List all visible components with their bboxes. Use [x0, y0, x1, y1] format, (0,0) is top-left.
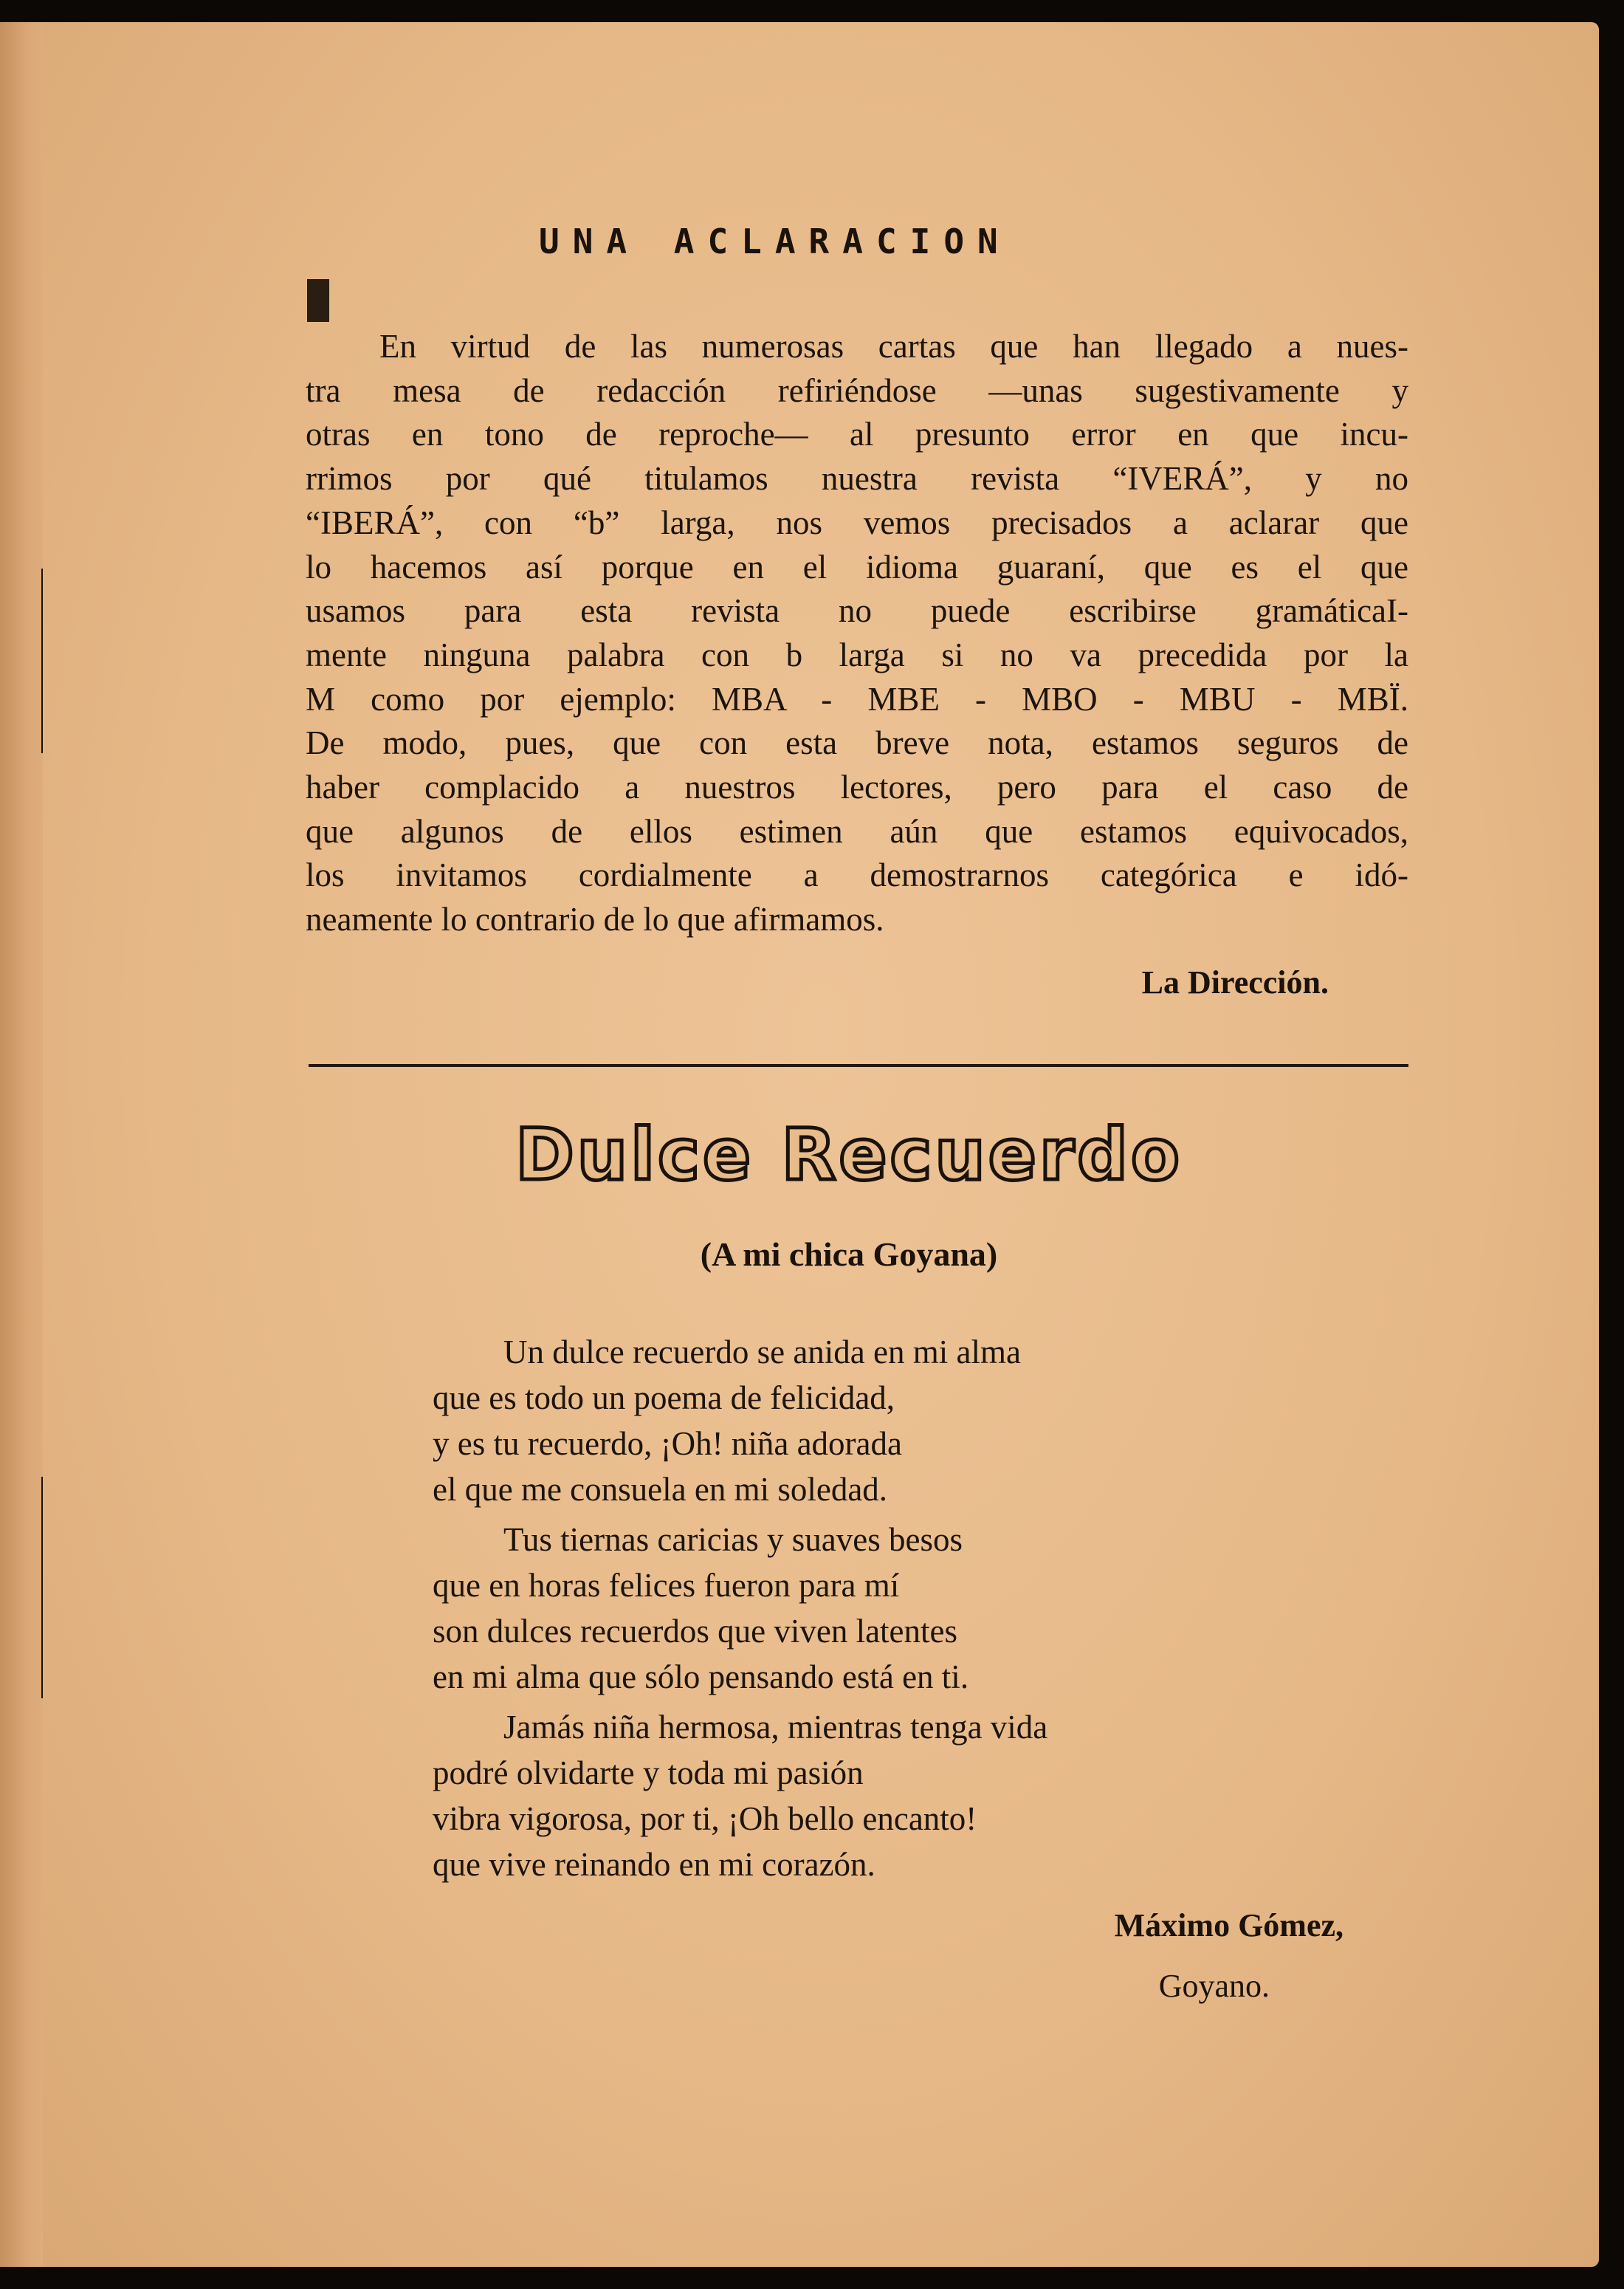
paragraph-line: “IBERÁ”, con “b” larga, nos vemos precisados a aclarar que [306, 504, 1408, 541]
paragraph-line: otras en tono de reproche— al presunto error en que incu- [306, 416, 1408, 453]
poem-line: el que me consuela en mi soledad. [433, 1471, 888, 1508]
paragraph-line: De modo, pues, que con esta breve nota, estamos seguros de [306, 724, 1408, 762]
poem-line: que vive reinando en mi corazón. [433, 1846, 875, 1883]
paragraph-line: los invitamos cordialmente a demostrarnos categórica e idó- [306, 857, 1408, 894]
poem-line: y es tu recuerdo, ¡Oh! niña adorada [433, 1425, 902, 1462]
paragraph-line: que algunos de ellos estimen aún que estamos equivocados, [306, 812, 1408, 850]
aclaracion-heading: UNA ACLARACION [539, 222, 1011, 261]
paragraph-line: M como por ejemplo: MBA - MBE - MBO - MBU - MBÏ. [306, 680, 1408, 718]
ornament-mark [307, 279, 329, 322]
paragraph-line: lo hacemos así porque en el idioma guaraní, que es el que [306, 548, 1408, 586]
poem-line: Un dulce recuerdo se anida en mi alma [503, 1334, 1021, 1370]
aclaracion-signature: La Dirección. [1141, 964, 1329, 1001]
paragraph-line: mente ninguna palabra con b larga si no va precedida por la [306, 636, 1408, 673]
poem-author: Máximo Gómez, [1114, 1907, 1343, 1943]
poem-body [433, 1329, 1318, 1887]
poem-author-origin: Goyano. [1158, 1968, 1270, 2004]
poem-line: Tus tiernas caricias y suaves besos [503, 1521, 963, 1558]
poem-line: que en horas felices fueron para mí [433, 1567, 900, 1604]
poem-line: que es todo un poema de felicidad, [433, 1379, 895, 1416]
aclaracion-paragraph [306, 325, 1408, 942]
paragraph-line: neamente lo contrario de lo que afirmamos. [306, 901, 884, 938]
poem-line: son dulces recuerdos que viven latentes [433, 1613, 958, 1650]
paragraph-line: haber complacido a nuestros lectores, pero para el caso de [306, 769, 1408, 806]
section-divider [309, 1064, 1408, 1067]
paragraph-line: usamos para esta revista no puede escribirse gramáticaI- [306, 592, 1408, 630]
poem-line: Jamás niña hermosa, mientras tenga vida [503, 1709, 1048, 1746]
paragraph-line: En virtud de las numerosas cartas que han llegado a nues- [379, 328, 1408, 365]
paragraph-line: tra mesa de redacción refiriéndose —unas sugestivamente y [306, 371, 1408, 409]
poem-line: en mi alma que sólo pensando está en ti. [433, 1658, 969, 1695]
paragraph-line: rrimos por qué titulamos nuestra revista “IVERÁ”, y no [306, 460, 1408, 498]
poem-title: Dulce Recuerdo [515, 1113, 1183, 1196]
poem-line: vibra vigorosa, por ti, ¡Oh bello encanto! [433, 1800, 977, 1837]
poem-dedication: (A mi chica Goyana) [700, 1235, 998, 1273]
poem-line: podré olvidarte y toda mi pasión [433, 1754, 864, 1791]
